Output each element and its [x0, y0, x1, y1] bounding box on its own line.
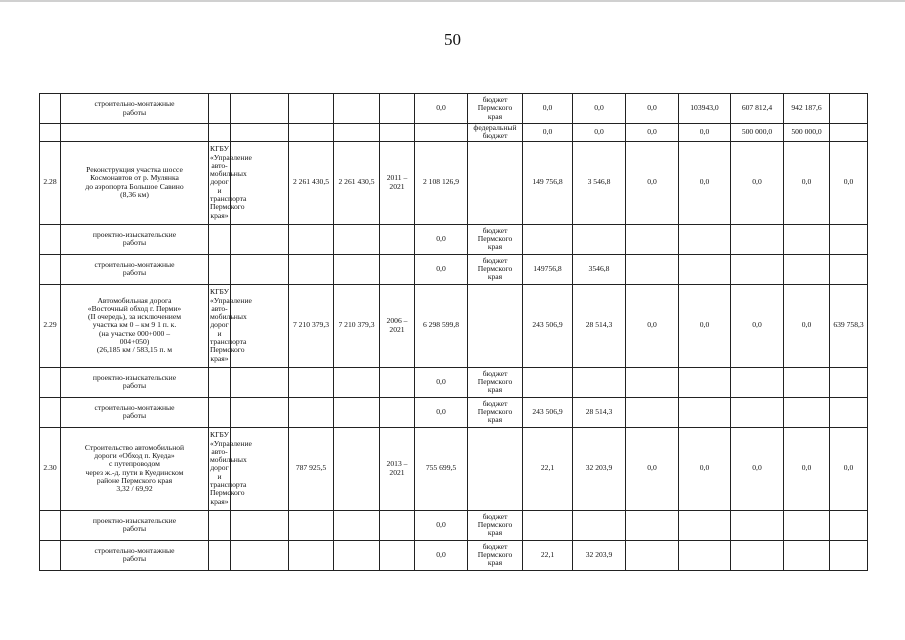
customer-cell [209, 540, 231, 570]
period-cell [380, 397, 415, 427]
value-cell-1 [523, 510, 573, 540]
value-cell-6: 0,0 [784, 427, 830, 510]
value-cell-7: 639 758,3 [830, 284, 868, 367]
value-cell-3: 0,0 [626, 427, 679, 510]
value-cell-3 [626, 254, 679, 284]
value-cell-6: 500 000,0 [784, 124, 830, 142]
estimated-cost-cell [289, 254, 334, 284]
estimated-cost-cell [289, 224, 334, 254]
funding-source-cell: бюджет Пермского края [468, 510, 523, 540]
period-cell [380, 540, 415, 570]
value-cell-2: 3 546,8 [573, 141, 626, 224]
object-name-cell: проектно-изыскательские работы [61, 510, 209, 540]
period-cell [380, 367, 415, 397]
empty-cell [231, 367, 289, 397]
empty-cell [231, 124, 289, 142]
value-cell-6: 0,0 [784, 284, 830, 367]
value-cell-6 [784, 224, 830, 254]
value-cell-7 [830, 94, 868, 124]
value-cell-7: 0,0 [830, 141, 868, 224]
value-cell-3: 0,0 [626, 124, 679, 142]
object-name-cell: Строительство автомобильной дороги «Обход п. Куеда» с путепроводом через ж.-д. пути в Куединском районе Пермского края 3,32 / 69,92 [61, 427, 209, 510]
value-cell-1 [523, 367, 573, 397]
value-cell-5: 500 000,0 [731, 124, 784, 142]
value-cell-7 [830, 540, 868, 570]
period-cell [380, 510, 415, 540]
period-cell [380, 224, 415, 254]
value-cell-2 [573, 367, 626, 397]
value-cell-6 [784, 254, 830, 284]
value-cell-5 [731, 367, 784, 397]
value-cell-6: 942 187,6 [784, 94, 830, 124]
empty-cell [231, 397, 289, 427]
row-number-cell: 2.29 [40, 284, 61, 367]
object-name-cell: проектно-изыскательские работы [61, 367, 209, 397]
value-cell-7 [830, 224, 868, 254]
customer-cell: КГБУ «Управление авто- мобильных дорог и транспорта Пермского края» [209, 427, 231, 510]
customer-cell [209, 254, 231, 284]
value-cell-2: 3546,8 [573, 254, 626, 284]
table-row [40, 427, 868, 510]
value-cell-1: 22,1 [523, 540, 573, 570]
value-cell-2: 0,0 [573, 94, 626, 124]
value-cell-4: 103943,0 [679, 94, 731, 124]
value-cell-5 [731, 224, 784, 254]
period-cell: 2011 – 2021 [380, 141, 415, 224]
financed-cell: 0,0 [415, 510, 468, 540]
value-cell-1: 22,1 [523, 427, 573, 510]
value-cell-5 [731, 254, 784, 284]
total-cost-cell [334, 124, 380, 142]
funding-source-cell [468, 284, 523, 367]
estimated-cost-cell [289, 124, 334, 142]
value-cell-7 [830, 124, 868, 142]
total-cost-cell [334, 510, 380, 540]
row-number-cell [40, 510, 61, 540]
object-name-cell: проектно-изыскательские работы [61, 224, 209, 254]
value-cell-2: 28 514,3 [573, 284, 626, 367]
financed-cell: 755 699,5 [415, 427, 468, 510]
object-name-cell: строительно-монтажные работы [61, 94, 209, 124]
object-name-cell: строительно-монтажные работы [61, 254, 209, 284]
table-row [40, 397, 868, 427]
table-row [40, 141, 868, 224]
value-cell-6: 0,0 [784, 141, 830, 224]
row-number-cell: 2.30 [40, 427, 61, 510]
estimated-cost-cell: 787 925,5 [289, 427, 334, 510]
page-top-edge [0, 0, 905, 2]
row-number-cell [40, 540, 61, 570]
funding-source-cell [468, 141, 523, 224]
value-cell-6 [784, 510, 830, 540]
estimated-cost-cell [289, 540, 334, 570]
value-cell-4 [679, 367, 731, 397]
financed-cell: 2 108 126,9 [415, 141, 468, 224]
program-table [39, 93, 868, 571]
value-cell-2: 32 203,9 [573, 427, 626, 510]
estimated-cost-cell: 7 210 379,3 [289, 284, 334, 367]
value-cell-1: 149 756,8 [523, 141, 573, 224]
funding-source-cell: бюджет Пермского края [468, 94, 523, 124]
value-cell-7 [830, 510, 868, 540]
funding-source-cell: бюджет Пермского края [468, 540, 523, 570]
funding-source-cell: бюджет Пермского края [468, 397, 523, 427]
total-cost-cell [334, 224, 380, 254]
value-cell-7 [830, 254, 868, 284]
value-cell-4 [679, 224, 731, 254]
table-row [40, 224, 868, 254]
value-cell-4: 0,0 [679, 284, 731, 367]
customer-cell [209, 94, 231, 124]
value-cell-4 [679, 397, 731, 427]
value-cell-5: 0,0 [731, 284, 784, 367]
value-cell-3 [626, 367, 679, 397]
financed-cell [415, 124, 468, 142]
empty-cell [231, 510, 289, 540]
value-cell-2: 28 514,3 [573, 397, 626, 427]
financed-cell: 0,0 [415, 224, 468, 254]
customer-cell: КГБУ «Управление авто- мобильных дорог и транспорта Пермского края» [209, 284, 231, 367]
empty-cell [231, 224, 289, 254]
value-cell-1: 243 506,9 [523, 397, 573, 427]
total-cost-cell: 7 210 379,3 [334, 284, 380, 367]
row-number-cell [40, 397, 61, 427]
value-cell-1: 149756,8 [523, 254, 573, 284]
value-cell-4: 0,0 [679, 141, 731, 224]
value-cell-2: 32 203,9 [573, 540, 626, 570]
row-number-cell: 2.28 [40, 141, 61, 224]
value-cell-4 [679, 540, 731, 570]
value-cell-5 [731, 540, 784, 570]
value-cell-5: 0,0 [731, 427, 784, 510]
period-cell [380, 124, 415, 142]
value-cell-6 [784, 397, 830, 427]
object-name-cell: строительно-монтажные работы [61, 540, 209, 570]
financed-cell: 0,0 [415, 540, 468, 570]
funding-source-cell: федеральный бюджет [468, 124, 523, 142]
customer-cell [209, 367, 231, 397]
customer-cell [209, 124, 231, 142]
value-cell-1: 243 506,9 [523, 284, 573, 367]
period-cell: 2006 – 2021 [380, 284, 415, 367]
total-cost-cell [334, 397, 380, 427]
estimated-cost-cell [289, 367, 334, 397]
value-cell-7 [830, 397, 868, 427]
object-name-cell: Реконструкция участка шоссе Космонавтов от р. Мулянка до аэропорта Большое Савино (8,36 км) [61, 141, 209, 224]
object-name-cell: строительно-монтажные работы [61, 397, 209, 427]
funding-source-cell: бюджет Пермского края [468, 254, 523, 284]
value-cell-1: 0,0 [523, 94, 573, 124]
row-number-cell [40, 124, 61, 142]
funding-source-cell: бюджет Пермского края [468, 367, 523, 397]
funding-source-cell [468, 427, 523, 510]
financed-cell: 0,0 [415, 94, 468, 124]
period-cell: 2013 – 2021 [380, 427, 415, 510]
value-cell-4 [679, 510, 731, 540]
total-cost-cell [334, 427, 380, 510]
period-cell [380, 254, 415, 284]
table-row [40, 254, 868, 284]
value-cell-2 [573, 224, 626, 254]
value-cell-2: 0,0 [573, 124, 626, 142]
value-cell-3: 0,0 [626, 94, 679, 124]
row-number-cell [40, 367, 61, 397]
empty-cell [231, 540, 289, 570]
table-row [40, 510, 868, 540]
value-cell-5: 0,0 [731, 141, 784, 224]
customer-cell [209, 397, 231, 427]
row-number-cell [40, 94, 61, 124]
total-cost-cell: 2 261 430,5 [334, 141, 380, 224]
value-cell-3: 0,0 [626, 141, 679, 224]
table-row [40, 540, 868, 570]
value-cell-3 [626, 540, 679, 570]
page-number: 50 [444, 30, 461, 49]
financed-cell: 0,0 [415, 367, 468, 397]
table-row [40, 284, 868, 367]
row-number-cell [40, 254, 61, 284]
estimated-cost-cell [289, 94, 334, 124]
object-name-cell [61, 124, 209, 142]
value-cell-1: 0,0 [523, 124, 573, 142]
value-cell-7: 0,0 [830, 427, 868, 510]
estimated-cost-cell [289, 510, 334, 540]
value-cell-3 [626, 510, 679, 540]
value-cell-1 [523, 224, 573, 254]
value-cell-6 [784, 367, 830, 397]
customer-cell: КГБУ «Управление авто- мобильных дорог и транспорта Пермского края» [209, 141, 231, 224]
estimated-cost-cell [289, 397, 334, 427]
financed-cell: 0,0 [415, 397, 468, 427]
value-cell-3 [626, 224, 679, 254]
value-cell-2 [573, 510, 626, 540]
value-cell-3: 0,0 [626, 284, 679, 367]
value-cell-3 [626, 397, 679, 427]
financed-cell: 0,0 [415, 254, 468, 284]
value-cell-4 [679, 254, 731, 284]
value-cell-4: 0,0 [679, 427, 731, 510]
empty-cell [231, 94, 289, 124]
customer-cell [209, 510, 231, 540]
object-name-cell: Автомобильная дорога «Восточный обход г. Перми» (II очередь), за исключением участка км 0 – км 9 1 п. к. (на участке 000+000 – 004+050) (26,185 км / 583,15 п. м [61, 284, 209, 367]
table-row [40, 94, 868, 124]
value-cell-5: 607 812,4 [731, 94, 784, 124]
row-number-cell [40, 224, 61, 254]
value-cell-5 [731, 397, 784, 427]
period-cell [380, 94, 415, 124]
total-cost-cell [334, 254, 380, 284]
value-cell-7 [830, 367, 868, 397]
value-cell-4: 0,0 [679, 124, 731, 142]
financed-cell: 6 298 599,8 [415, 284, 468, 367]
estimated-cost-cell: 2 261 430,5 [289, 141, 334, 224]
table-row [40, 367, 868, 397]
customer-cell [209, 224, 231, 254]
empty-cell [231, 254, 289, 284]
table-row [40, 124, 868, 142]
value-cell-5 [731, 510, 784, 540]
funding-source-cell: бюджет Пермского края [468, 224, 523, 254]
total-cost-cell [334, 540, 380, 570]
value-cell-6 [784, 540, 830, 570]
total-cost-cell [334, 367, 380, 397]
total-cost-cell [334, 94, 380, 124]
